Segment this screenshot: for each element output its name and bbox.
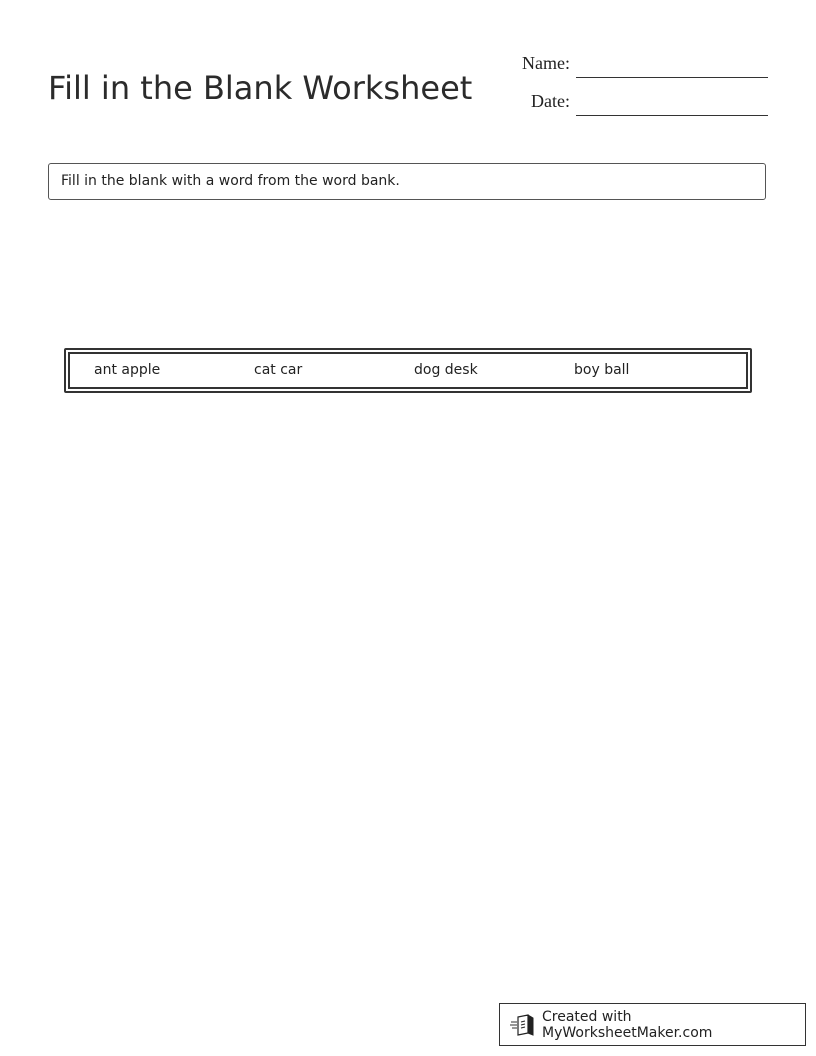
footer-credit xyxy=(499,1003,806,1046)
footer-text: Created with MyWorksheetMaker.com xyxy=(542,1008,713,1041)
word-bank-item: dog desk xyxy=(414,362,478,378)
word-bank-item: ant apple xyxy=(94,362,161,378)
date-field xyxy=(500,86,768,116)
book-page-icon xyxy=(510,1014,536,1036)
page-title: Fill in the Blank Worksheet xyxy=(48,69,473,108)
name-label: Name: xyxy=(522,53,570,73)
word-bank xyxy=(64,348,752,393)
date-blank-line xyxy=(576,115,768,116)
word-bank-item: boy ball xyxy=(574,362,630,378)
date-label: Date: xyxy=(531,91,570,111)
name-field xyxy=(500,48,768,78)
word-bank-inner-frame xyxy=(68,352,748,389)
name-blank-line xyxy=(576,77,768,78)
instructions-box: Fill in the blank with a word from the word bank. xyxy=(48,163,766,200)
word-bank-item: cat car xyxy=(254,362,303,378)
